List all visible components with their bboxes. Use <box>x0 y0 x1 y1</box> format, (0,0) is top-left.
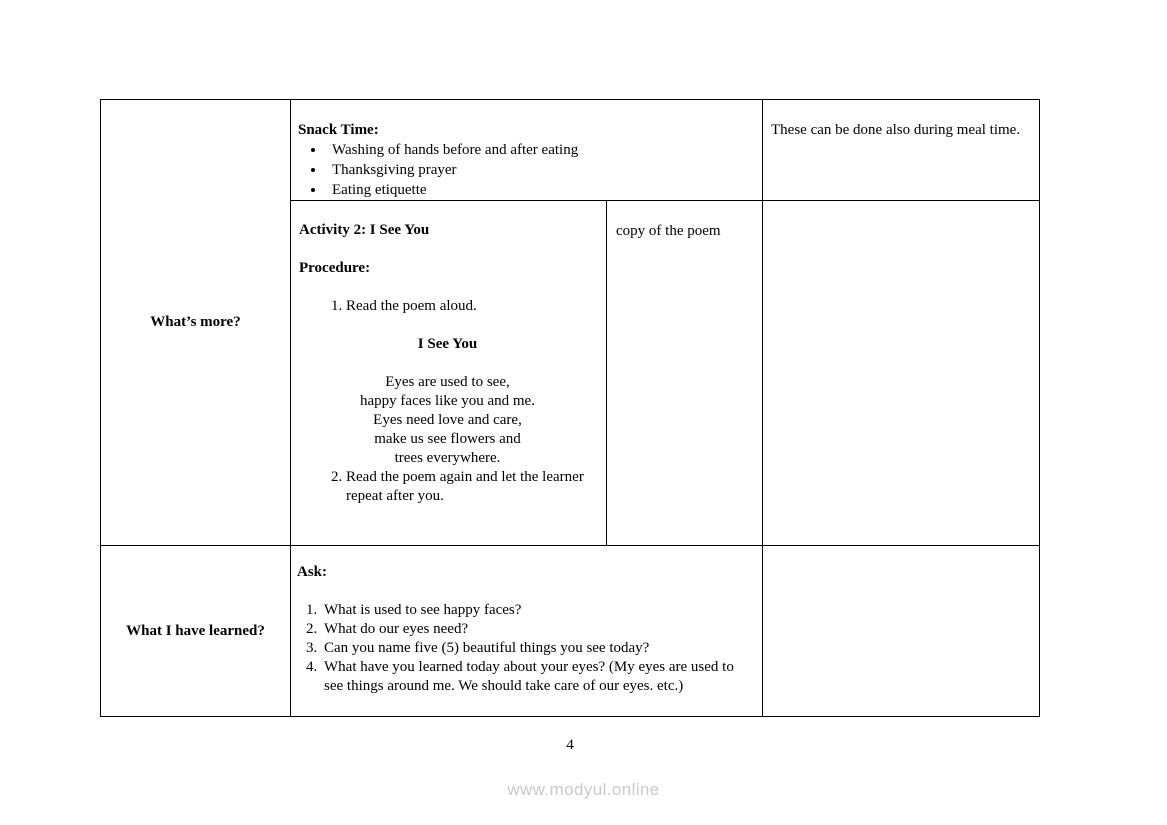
activity-title: Activity 2: I See You <box>299 222 430 238</box>
materials-text: copy of the poem <box>616 223 721 239</box>
procedure-step-list <box>299 468 596 506</box>
ask-question: 2. What do our eyes need? <box>321 620 756 639</box>
poem-title: I See You <box>417 336 478 352</box>
cell-activity <box>291 201 607 546</box>
cell-snack-time <box>291 100 763 201</box>
page-number: 4 <box>566 737 574 753</box>
cell-snack-note <box>763 100 1039 201</box>
ask-question: 3. Can you name five (5) beautiful things you see today? <box>321 639 756 658</box>
poem-line: trees everywhere. <box>394 450 501 466</box>
poem-line: happy faces like you and me. <box>360 393 535 409</box>
ask-question-list <box>297 601 756 696</box>
procedure-step: 2. Read the poem again and let the learner repeat after you. <box>346 468 596 506</box>
lesson-plan-table <box>100 99 1040 717</box>
snack-bullet-item: • Thanksgiving prayer <box>326 160 754 180</box>
poem-line: make us see flowers and <box>374 431 521 447</box>
procedure-heading: Procedure: <box>299 260 371 276</box>
cell-what-i-have-learned <box>101 546 291 716</box>
ask-question: 4. What have you learned today about your eyes? (My eyes are used to see things around me. We should take care of our eyes. etc.) <box>321 658 756 696</box>
cell-empty <box>763 201 1039 546</box>
poem-line: Eyes need love and care, <box>373 412 522 428</box>
spacer <box>297 582 756 601</box>
snack-time-heading: Snack Time: <box>298 122 379 138</box>
snack-bullet-list <box>298 140 754 200</box>
watermark-text: www.modyul.online <box>507 780 660 799</box>
cell-ask <box>291 546 763 716</box>
ask-question: 1. What is used to see happy faces? <box>321 601 756 620</box>
snack-bullet-item: • Eating etiquette <box>326 180 754 200</box>
poem-line: Eyes are used to see, <box>385 374 510 390</box>
cell-empty <box>763 546 1039 716</box>
procedure-step: 1. Read the poem aloud. <box>346 297 596 316</box>
snack-note-text: These can be done also during meal time. <box>771 122 1021 138</box>
snack-bullet-item: • Washing of hands before and after eating <box>326 140 754 160</box>
poem-body <box>299 373 596 468</box>
what-i-have-learned-label: What I have learned? <box>126 622 265 639</box>
ask-heading: Ask: <box>297 564 328 580</box>
whats-more-label: What’s more? <box>150 314 241 330</box>
cell-whats-more <box>101 100 291 546</box>
procedure-step-list <box>299 297 596 316</box>
cell-materials <box>607 201 763 546</box>
